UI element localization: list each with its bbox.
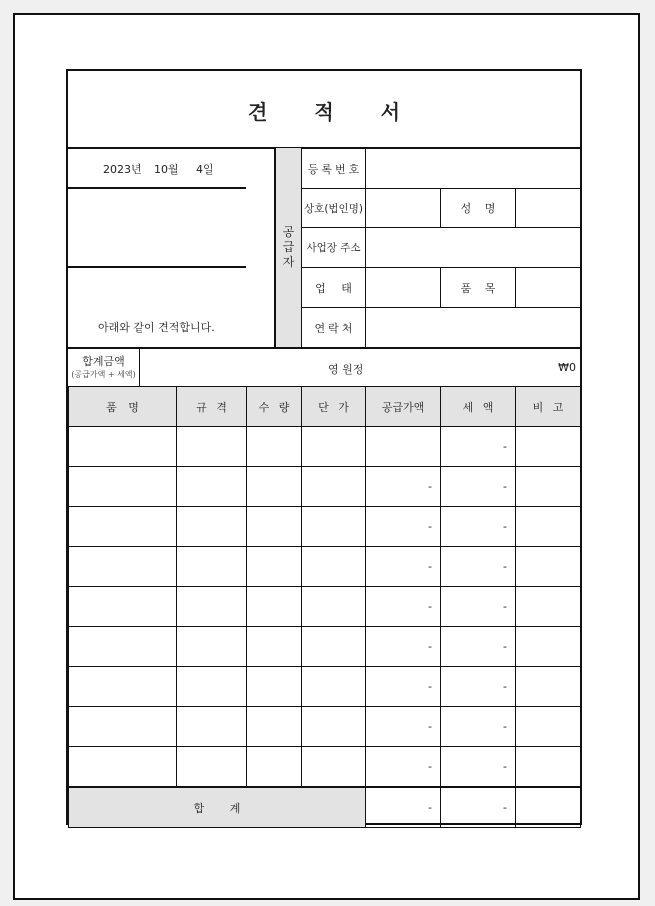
cell-note <box>516 707 581 747</box>
cell-note <box>516 467 581 507</box>
table-row <box>69 507 581 547</box>
cell-tax: - <box>441 547 516 587</box>
cell-item-name <box>69 627 177 667</box>
cell-tax: - <box>441 667 516 707</box>
cell-supply-amount: - <box>366 667 441 707</box>
name-label: 성 명 <box>460 202 496 215</box>
table-row <box>69 467 581 507</box>
cell-quantity <box>247 747 302 788</box>
cell-quantity <box>247 667 302 707</box>
cell-unit-price <box>302 627 366 667</box>
cell-tax: - <box>441 707 516 747</box>
total-row-top-line <box>68 347 580 349</box>
cell-note <box>516 667 581 707</box>
cell-quantity <box>247 547 302 587</box>
date-day: 4일 <box>196 163 214 176</box>
supplier-field-divider <box>365 148 366 347</box>
table-header-row <box>69 387 581 427</box>
table-row <box>69 427 581 467</box>
items-table <box>68 386 581 828</box>
cell-supply-amount <box>366 427 441 467</box>
cell-supply-amount: - <box>366 707 441 747</box>
cell-note <box>516 547 581 587</box>
cell-supply-amount: - <box>366 587 441 627</box>
header-unit-price: 단 가 <box>302 387 366 427</box>
cell-item-name <box>69 467 177 507</box>
table-total-supply: - <box>366 787 441 828</box>
total-amount-unit: 영 원정 <box>328 363 364 376</box>
cell-note <box>516 507 581 547</box>
document-title: 견 적 서 <box>248 99 420 124</box>
cell-item-name <box>69 427 177 467</box>
cell-unit-price <box>302 747 366 788</box>
table-row <box>69 627 581 667</box>
cell-spec <box>177 747 247 788</box>
table-row <box>69 547 581 587</box>
header-note: 비 고 <box>516 387 581 427</box>
cell-item-name <box>69 707 177 747</box>
table-total-row <box>69 787 581 828</box>
table-total-tax: - <box>441 787 516 828</box>
item-label-right-divider <box>515 267 516 307</box>
date-month: 10월 <box>154 163 179 176</box>
cell-tax: - <box>441 467 516 507</box>
total-amount-sublabel: (공급가액 + 세액) <box>71 369 136 379</box>
header-supply-amount: 공급가액 <box>366 387 441 427</box>
supplier-label-char-2: 급 <box>282 240 295 254</box>
cell-item-name <box>69 587 177 627</box>
cell-note <box>516 627 581 667</box>
table-row <box>69 587 581 627</box>
cell-unit-price <box>302 427 366 467</box>
cell-supply-amount: - <box>366 547 441 587</box>
cell-item-name <box>69 547 177 587</box>
cell-unit-price <box>302 667 366 707</box>
supplier-label-char-1: 공 <box>282 225 295 239</box>
address-label: 사업장 주소 <box>306 242 361 254</box>
cell-supply-amount: - <box>366 627 441 667</box>
cell-tax: - <box>441 587 516 627</box>
table-row <box>69 667 581 707</box>
header-item-name: 품 명 <box>69 387 177 427</box>
cell-supply-amount: - <box>366 747 441 788</box>
recipient-line-1 <box>68 187 246 189</box>
name-label-right-divider <box>515 188 516 228</box>
cell-spec <box>177 707 247 747</box>
cell-item-name <box>69 747 177 788</box>
table-row <box>69 747 581 788</box>
cell-quantity <box>247 467 302 507</box>
cell-item-name <box>69 667 177 707</box>
cell-note <box>516 427 581 467</box>
cell-spec <box>177 587 247 627</box>
cell-spec <box>177 667 247 707</box>
total-amount-label-text: 합계금액 <box>82 354 125 368</box>
business-type-label: 업 태 <box>315 281 352 295</box>
date-year: 2023년 <box>103 163 142 176</box>
cell-spec <box>177 507 247 547</box>
header-spec: 규 격 <box>177 387 247 427</box>
cell-unit-price <box>302 547 366 587</box>
cell-unit-price <box>302 707 366 747</box>
quotation-form <box>67 70 581 824</box>
header-quantity: 수 량 <box>247 387 302 427</box>
table-total-label: 합 계 <box>69 787 366 828</box>
total-amount-value: ₩0 <box>558 361 576 374</box>
supplier-label <box>276 148 301 347</box>
cell-spec <box>177 427 247 467</box>
cell-tax: - <box>441 427 516 467</box>
cell-tax: - <box>441 747 516 788</box>
notice-text: 아래와 같이 견적합니다. <box>98 321 215 334</box>
cell-quantity <box>247 627 302 667</box>
cell-supply-amount: - <box>366 507 441 547</box>
cell-quantity <box>247 507 302 547</box>
cell-unit-price <box>302 507 366 547</box>
company-label: 상호(법인명) <box>304 202 363 215</box>
cell-unit-price <box>302 587 366 627</box>
table-row <box>69 707 581 747</box>
contact-label: 연락처 <box>314 321 356 335</box>
cell-tax: - <box>441 507 516 547</box>
cell-tax: - <box>441 627 516 667</box>
item-label: 품 목 <box>460 281 496 295</box>
cell-spec <box>177 627 247 667</box>
cell-supply-amount: - <box>366 467 441 507</box>
cell-spec <box>177 547 247 587</box>
cell-quantity <box>247 707 302 747</box>
recipient-line-2 <box>68 266 246 268</box>
cell-quantity <box>247 587 302 627</box>
cell-spec <box>177 467 247 507</box>
cell-note <box>516 747 581 788</box>
supplier-label-char-3: 자 <box>282 255 295 269</box>
table-total-note <box>516 787 581 828</box>
total-label-divider <box>139 349 140 386</box>
cell-unit-price <box>302 467 366 507</box>
reg-no-label: 등록번호 <box>307 162 363 176</box>
cell-item-name <box>69 507 177 547</box>
cell-note <box>516 587 581 627</box>
total-amount-label <box>68 349 139 386</box>
header-tax: 세 액 <box>441 387 516 427</box>
cell-quantity <box>247 427 302 467</box>
